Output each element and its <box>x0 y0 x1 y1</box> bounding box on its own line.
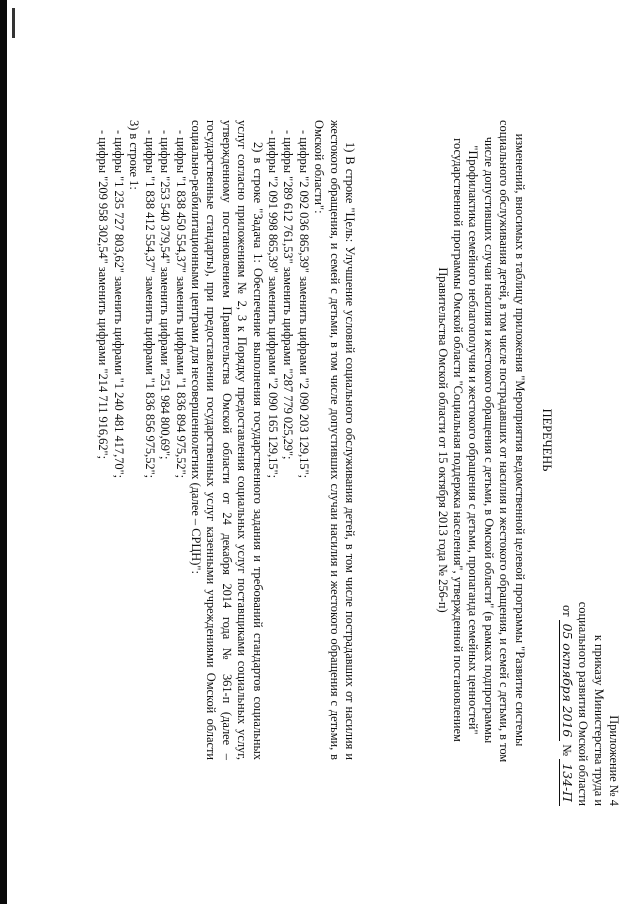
number-prefix: № <box>559 744 574 757</box>
document-title: ПЕРЕЧЕНЬ <box>540 408 554 472</box>
order-date-line <box>558 506 574 806</box>
title-line: "Профилактика семейного неблагополучия и жестокого обращения с детьми, пропаганда семейных ценностей" <box>466 145 481 735</box>
date-prefix: от <box>559 605 574 617</box>
document-body <box>95 120 357 760</box>
handwritten-number: 134-П <box>559 759 575 806</box>
item-2-bullet: - цифры "1 838 450 554,37" заменить цифрами "1 836 894 975,52"; <box>173 130 188 479</box>
order-line: к приказу Министерства труда и <box>591 634 606 806</box>
item-1: 1) В строке "Цель: Улучшение условий социального обслуживания детей, в том числе пострадавших от насилия и жестокого обращения, и семей с детьми, в том числе допустивших случаи насилия и жестокого обращения с детьми, в Омской области": <box>312 120 357 760</box>
title-line: социального обслуживания детей, в том числе пострадавших от насилия и жестокого обращения, и семей с детьми, в том <box>497 120 512 763</box>
item-2: 2) в строке "Задача 1: Обеспечение выполнения государственного задания и требований стандартов социальных услуг согласно приложениям № 2, 3 к Порядку предоставления социальных услуг поставщиками социальных услуг, утвержденному постановлением Правительства Омской области от 24 декабря 2014 года № 361-п (далее – государственные стандарты), при предоставлении государственных услуг казенными учреждениями Омской области социально-реабилитационными центрами для несовершеннолетних (далее – СРЦН)": <box>188 120 265 760</box>
item-1-bullet: - цифры "2 091 998 865,39" заменить цифрами "2 090 165 129,15"; <box>265 130 280 479</box>
item-1-bullet: - цифры "289 612 761,53" заменить цифрами "287 779 025,29"; <box>281 130 296 460</box>
appendix-header <box>558 506 621 806</box>
item-1-bullet: - цифры "2 092 036 865,39" заменить цифрами "2 090 203 129,15"; <box>296 130 311 479</box>
title-line: изменений, вносимых в таблицу приложения "Мероприятия ведомственной целевой программы "Развитие системы <box>512 133 527 747</box>
item-2-bullet: - цифры "1 838 412 554,37" заменить цифрами "1 836 856 975,52"; <box>142 130 157 479</box>
title-line: Правительства Омской области от 15 октября 2013 года № 256-п) <box>435 267 450 613</box>
title-line: государственной программы Омской области "Социальная поддержка населения", утвержденной постановлением <box>450 138 465 742</box>
item-3: 3) в строке 1: <box>127 120 142 190</box>
handwritten-date: 05 октября 2016 <box>559 620 575 742</box>
ministry-line: социального развития Омской области <box>576 601 591 806</box>
item-2-bullet: - цифры "253 540 379,54" заменить цифрами "251 984 800,69"; <box>158 130 173 460</box>
item-3-bullet: - цифры "209 958 302,54" заменить цифрами "214 711 916,62"; <box>96 130 111 460</box>
item-3-bullet: - цифры "1 235 727 803,62" заменить цифрами "1 240 481 417,70"; <box>111 130 126 479</box>
appendix-number: Приложение № 4 <box>607 715 621 806</box>
title-block <box>434 120 554 763</box>
title-line: числе допустивших случаи насилия и жестокого обращения с детьми, в Омской области" (в рамках подпрограммы <box>481 136 496 744</box>
